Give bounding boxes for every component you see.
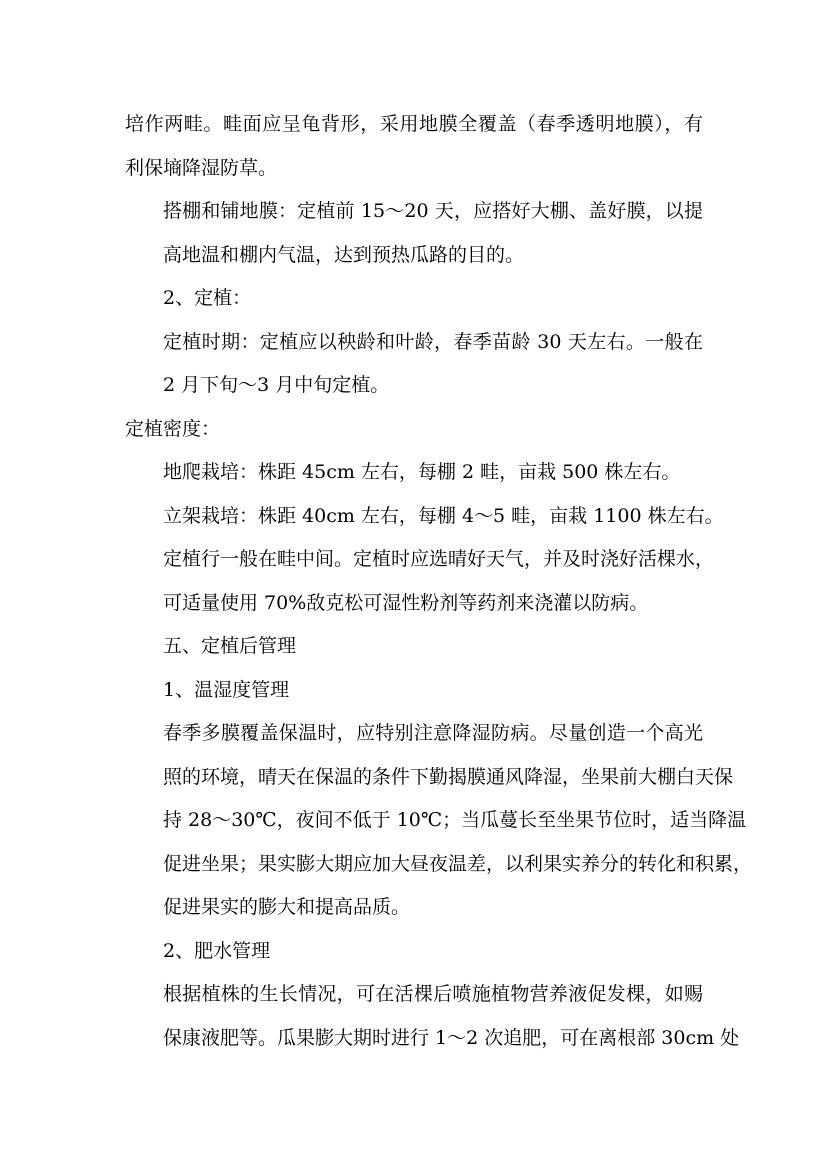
text-line: 照的环境，晴天在保温的条件下勤揭膜通风降湿，坐果前大棚白天保 xyxy=(163,765,734,788)
text-line: 春季多膜覆盖保温时，应特别注意降湿防病。尽量创造一个高光 xyxy=(163,722,703,744)
text-line: 培作两畦。畦面应呈龟背形，采用地膜全覆盖（春季透明地膜），有 xyxy=(125,113,703,135)
paragraph-heading-fertilizer xyxy=(125,930,703,974)
text-line: 促进坐果；果实膨大期应加大昼夜温差，以利果实养分的转化和积累， xyxy=(163,852,753,875)
paragraph-planting-row xyxy=(125,538,715,625)
paragraph-ground-cultivation xyxy=(125,451,703,495)
text-line: 定植时期：定植应以秧龄和叶龄，春季苗龄 30 天左右。一般在 xyxy=(163,330,703,353)
text-line: 高地温和棚内气温，达到预热瓜路的目的。 xyxy=(163,243,525,266)
text-line: 利保墒降湿防草。 xyxy=(125,156,278,179)
paragraph-trellis-cultivation xyxy=(125,495,724,539)
text-line: 搭棚和铺地膜：定植前 15～20 天，应搭好大棚、盖好膜，以提 xyxy=(163,200,703,222)
paragraph-planting-time xyxy=(125,321,703,408)
text-line: 可适量使用 70%敌克松可湿性粉剂等药剂来浇灌以防病。 xyxy=(163,591,649,614)
paragraph-heading-temp-humidity xyxy=(125,669,703,713)
paragraph-bed-shape xyxy=(125,103,703,190)
text-line: 1、温湿度管理 xyxy=(163,678,290,701)
paragraph-fertilizer-body xyxy=(125,973,740,1060)
paragraph-planting-density xyxy=(125,408,703,452)
text-line: 五、定植后管理 xyxy=(163,635,297,657)
text-line: 2、肥水管理 xyxy=(163,939,271,962)
text-line: 2、定植： xyxy=(163,287,252,309)
text-line: 根据植株的生长情况，可在活棵后喷施植物营养液促发棵，如赐 xyxy=(163,983,703,1005)
paragraph-heading-planting xyxy=(125,277,703,321)
text-line: 持 28～30℃，夜间不低于 10℃；当瓜蔓长至坐果节位时，适当降温 xyxy=(163,809,747,831)
text-line: 定植密度： xyxy=(125,417,221,440)
text-line: 定植行一般在畦中间。定植时应选晴好天气，并及时浇好活棵水， xyxy=(163,548,715,570)
text-line: 地爬栽培：株距 45cm 左右，每棚 2 畦，亩栽 500 株左右。 xyxy=(163,461,681,483)
paragraph-heading-post-planting xyxy=(125,625,703,669)
paragraph-temp-humidity-body xyxy=(125,712,753,930)
text-line: 2 月下旬～3 月中旬定植。 xyxy=(163,374,390,396)
document-body xyxy=(125,103,753,1060)
paragraph-shed-and-mulch xyxy=(125,190,703,277)
text-line: 保康液肥等。瓜果膨大期时进行 1～2 次追肥，可在离根部 30cm 处 xyxy=(163,1026,740,1049)
text-line: 促进果实的膨大和提高品质。 xyxy=(163,896,411,918)
text-line: 立架栽培：株距 40cm 左右，每棚 4～5 畦，亩栽 1100 株左右。 xyxy=(163,504,724,527)
